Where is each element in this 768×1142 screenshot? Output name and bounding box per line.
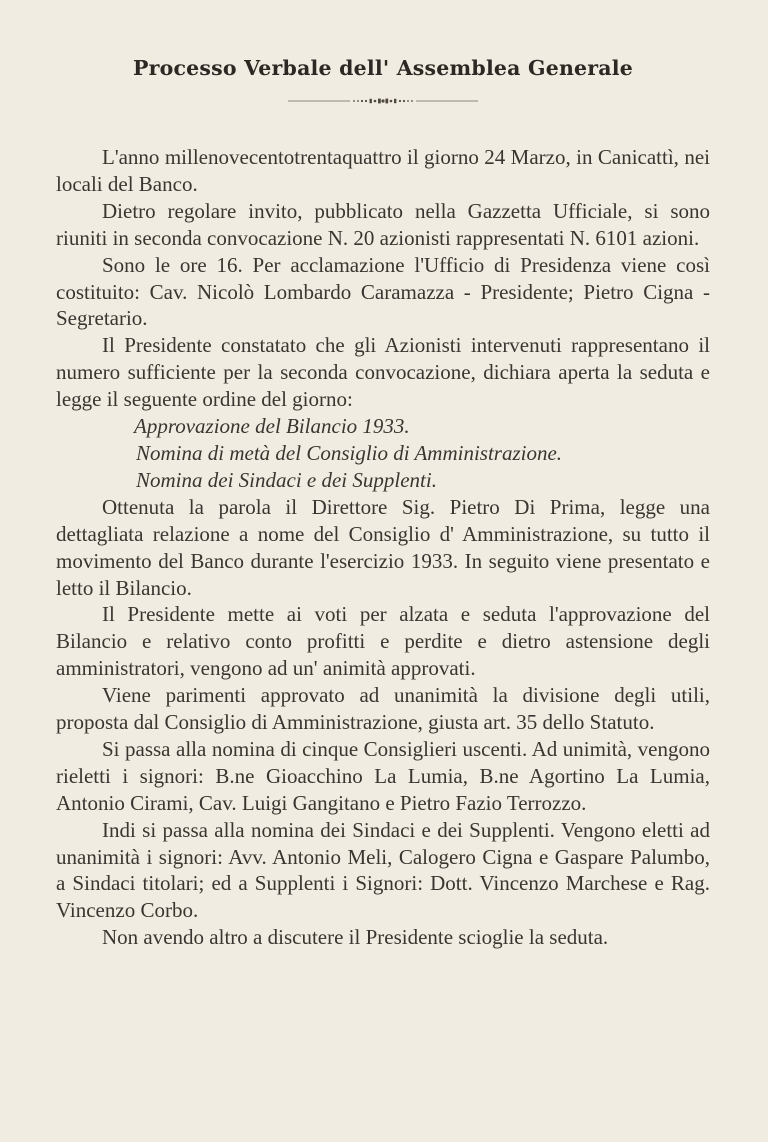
paragraph-councillors-election: Si passa alla nomina di cinque Consiglieri uscenti. Ad unimità, vengono rieletti i signori: B.ne Gioacchino La Lumia, B.ne Agortino La Lumia, Antonio Cirami, Cav. Luigi Gangitano e Pietro Fazio Terrozzo. [56,736,710,815]
paragraph-auditors-election: Indi si passa alla nomina dei Sindaci e dei Supplenti. Vengono eletti ad unanimità i signori: Avv. Antonio Meli, Calogero Cigna e Gaspare Palumbo, a Sindaci titolari; ed a Supplenti i Signori: Dott. Vincenzo Marchese e Rag. Vincenzo Corbo. [56,817,710,923]
agenda-item-consiglio: Nomina di metà del Consiglio di Amministrazione. [136,440,563,465]
dotted-rule-ornament-icon [288,96,478,106]
paragraph-closing: Non avendo altro a discutere il Presidente scioglie la seduta. [102,925,609,950]
paragraph-presidency: Sono le ore 16. Per acclamazione l'Ufficio di Presidenza viene così costituito: Cav. Nicolò Lombardo Caramazza - Presidente; Pietro Cigna - Segretario. [56,252,710,331]
minutes-body [56,144,710,951]
agenda-item-sindaci: Nomina dei Sindaci e dei Supplenti. [136,467,437,492]
paragraph-agenda-intro: Il Presidente constatato che gli Azionisti intervenuti rappresentano il numero sufficiente per la seconda convocazione, dichiara aperta la seduta e legge il seguente ordine del giorno: [56,333,710,412]
paragraph-profits-division: Viene parimenti approvato ad unanimità la divisione degli utili, proposta dal Consiglio di Amministrazione, giusta art. 35 dello Statuto. [56,683,710,735]
page-title: Processo Verbale dell' Assemblea Generale [132,56,634,80]
agenda-item-bilancio: Approvazione del Bilancio 1933. [134,414,410,439]
paragraph-date-place: L'anno millenovecentotrentaquattro il giorno 24 Marzo, in Canicattì, nei locali del Banco. [56,145,710,196]
paragraph-approval: Il Presidente mette ai voti per alzata e seduta l'approvazione del Bilancio e relativo conto profitti e perdite e dietro astensione degli amministratori, vengono ad un' animità approvati. [56,602,710,681]
paragraph-convocation: Dietro regolare invito, pubblicato nella Gazzetta Ufficiale, si sono riuniti in seconda convocazione N. 20 azionisti rappresentati N. 6101 azioni. [56,198,710,250]
paragraph-director-report: Ottenuta la parola il Direttore Sig. Pietro Di Prima, legge una dettagliata relazione a nome del Consiglio d' Amministrazione, su tutto il movimento del Banco durante l'esercizio 1933. In seguito viene presentato e letto il Bilancio. [56,494,710,600]
